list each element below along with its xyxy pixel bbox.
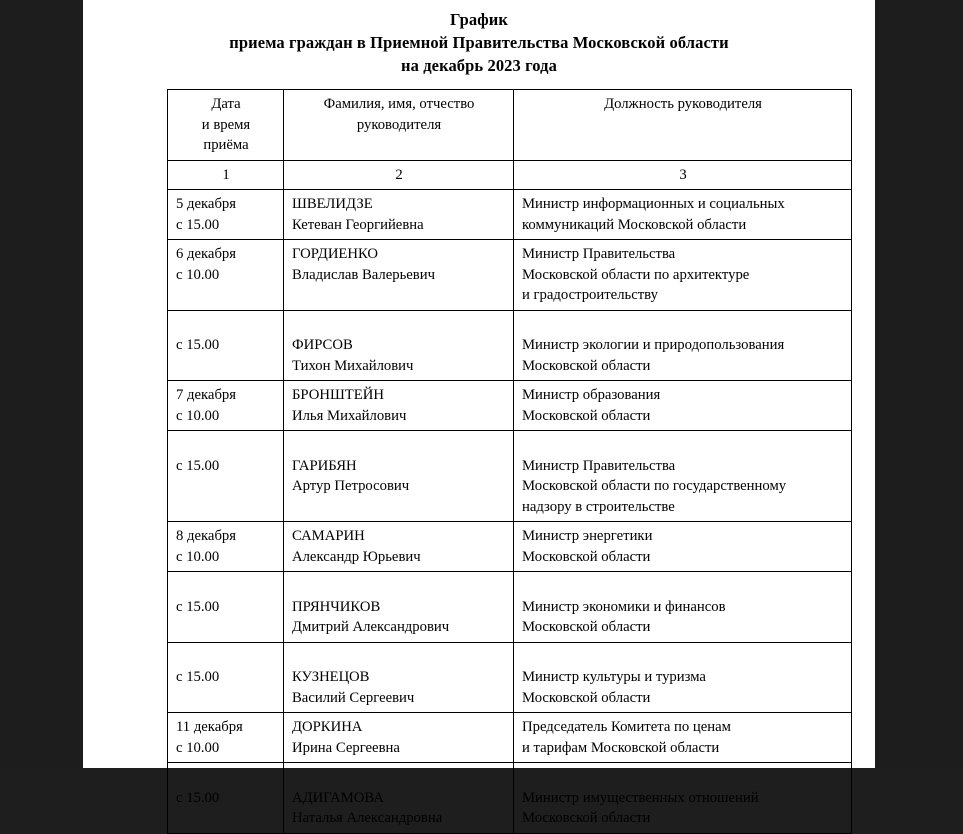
column-number-3: 3 <box>514 160 852 190</box>
cell-name: ДОРКИНА Ирина Сергеевна <box>284 713 514 763</box>
header-post-line-1: Должность руководителя <box>604 96 762 112</box>
cell-post: Министр экономики и финансов Московской области <box>514 572 852 643</box>
cell-date: 8 декабря с 10.00 <box>168 522 284 572</box>
cell-name: ГОРДИЕНКО Владислав Валерьевич <box>284 240 514 311</box>
cell-date: 5 декабря с 15.00 <box>168 190 284 240</box>
document-page <box>83 0 875 826</box>
header-name-line-2: руководителя <box>356 116 442 133</box>
table-row <box>168 240 852 311</box>
cell-post: Министр информационных и социальных коммуникаций Московской области <box>514 190 852 240</box>
table-row <box>168 310 852 381</box>
column-header-name <box>284 90 514 161</box>
title-line-3: на декабрь 2023 года <box>401 56 557 75</box>
cell-name: АДИГАМОВА Наталья Александровна <box>284 763 514 834</box>
cell-post: Министр энергетики Московской области <box>514 522 852 572</box>
column-number-1: 1 <box>168 160 284 190</box>
cell-post: Министр Правительства Московской области по архитектуре и градостроительству <box>514 240 852 311</box>
cell-post: Министр имущественных отношений Московской области <box>514 763 852 834</box>
column-header-post <box>514 90 852 161</box>
cell-name: КУЗНЕЦОВ Василий Сергеевич <box>284 642 514 713</box>
cell-name: ШВЕЛИДЗЕ Кетеван Георгийевна <box>284 190 514 240</box>
cell-date: с 15.00 <box>168 763 284 834</box>
cell-name: САМАРИН Александр Юрьевич <box>284 522 514 572</box>
table-row <box>168 522 852 572</box>
table-row <box>168 572 852 643</box>
table-row <box>168 431 852 522</box>
column-number-2: 2 <box>284 160 514 190</box>
header-date-line-2: и время <box>201 116 251 133</box>
cell-name: БРОНШТЕЙН Илья Михайлович <box>284 381 514 431</box>
cell-date: с 15.00 <box>168 310 284 381</box>
column-header-date <box>168 90 284 161</box>
cell-name: ГАРИБЯН Артур Петросович <box>284 431 514 522</box>
table-row <box>168 642 852 713</box>
cell-post: Председатель Комитета по ценам и тарифам Московской области <box>514 713 852 763</box>
column-number-row <box>168 160 852 190</box>
page-title <box>83 0 875 77</box>
cell-post: Министр образования Московской области <box>514 381 852 431</box>
table-row <box>168 381 852 431</box>
cell-post: Министр экологии и природопользования Московской области <box>514 310 852 381</box>
table-row <box>168 763 852 834</box>
header-name-line-1: Фамилия, имя, отчество <box>323 96 475 112</box>
table-head <box>168 90 852 190</box>
cell-post: Министр Правительства Московской области по государственному надзору в строительстве <box>514 431 852 522</box>
reception-schedule-table <box>167 89 852 834</box>
cell-date: 6 декабря с 10.00 <box>168 240 284 311</box>
title-line-1: График <box>450 10 508 29</box>
header-date-line-3: приёма <box>203 137 249 153</box>
title-line-2: приема граждан в Приемной Правительства Московской области <box>229 33 729 52</box>
cell-date: 11 декабря с 10.00 <box>168 713 284 763</box>
cell-date: с 15.00 <box>168 431 284 522</box>
cell-date: с 15.00 <box>168 572 284 643</box>
table-row <box>168 713 852 763</box>
cell-name: ФИРСОВ Тихон Михайлович <box>284 310 514 381</box>
header-date-line-1: Дата <box>211 96 241 112</box>
cell-post: Министр культуры и туризма Московской области <box>514 642 852 713</box>
table-header-row <box>168 90 852 161</box>
cell-name: ПРЯНЧИКОВ Дмитрий Александрович <box>284 572 514 643</box>
table-body <box>168 190 852 834</box>
cell-date: 7 декабря с 10.00 <box>168 381 284 431</box>
table-row <box>168 190 852 240</box>
cell-date: с 15.00 <box>168 642 284 713</box>
